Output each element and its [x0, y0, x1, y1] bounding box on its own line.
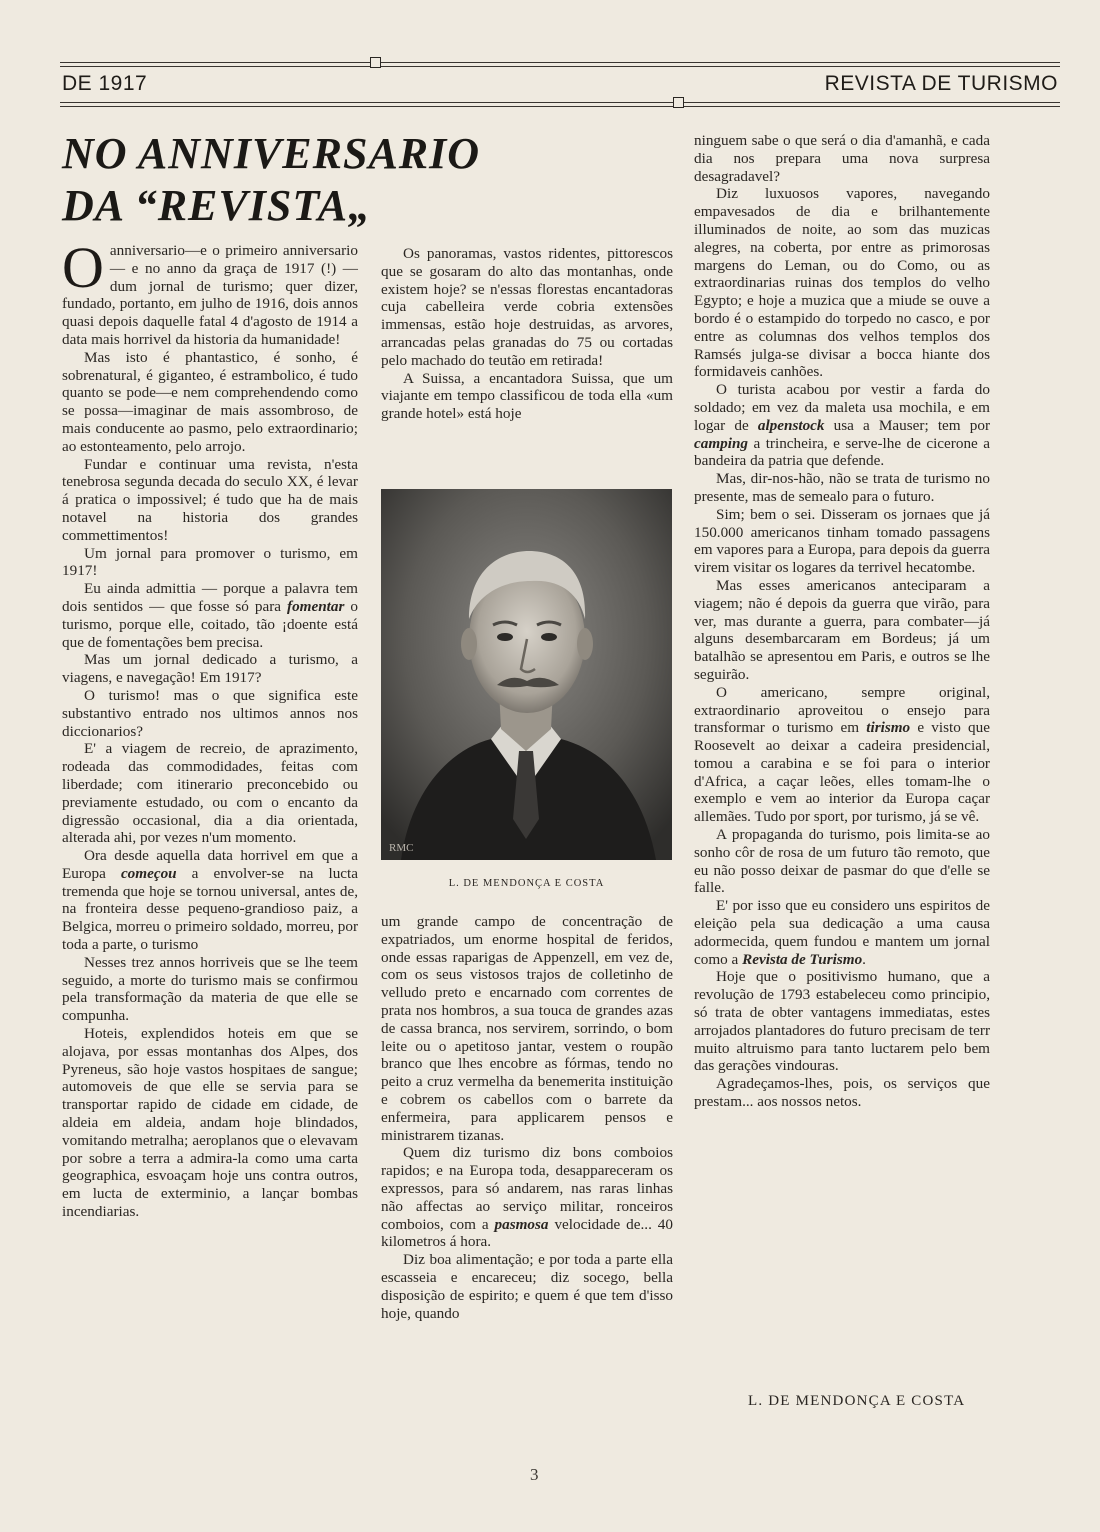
paragraph — [62, 847, 358, 954]
article-title-line2: DA “REVISTA„ — [62, 181, 372, 230]
text-run: a trincheira, e serve-lhe de cicerone a bandeira da patria que defende. — [694, 434, 990, 470]
text-run: O turista acabou por vestir a farda do soldado; em vez da maleta usa mochila, e em logar de — [694, 381, 990, 434]
photo-monogram: RMC — [389, 842, 414, 854]
paragraph: Hoteis, explendidos hoteis em que se alojava, por essas montanhas dos Alpes, dos Pyreneus, são hoje vastos hospitaes de sangue; automoveis de que elle se servia para se transportar rapido de cidade em cidade, de aldeia em aldeia, andam hoje blindados, vomitando metralha; aeroplanos que o elevavam por sobre a terra a admira-la como uma carta geographica, esvoaçam hoje uns contra outros, em lucta de exterminio, a lançar bombas incendiarias. — [62, 1025, 358, 1221]
text-run: e visto que Roosevelt ao deixar a cadeira presidencial, tomou a carabina e se foi para o interior d'Africa, a caçar leões, elles tomam-lhe o exemplo e vem ao interior da Europa caçar allemães. Tudo por sport, por turismo, já se vê. — [694, 719, 990, 826]
paragraph: Um jornal para promover o turismo, em 1917! — [62, 544, 358, 580]
emphasis-fomentar: fomentar — [287, 597, 345, 615]
paragraph: O turismo! mas o que significa este substantivo entrado nos ultimos annos nos diccionarios? — [62, 686, 358, 740]
emphasis-revista: Revista de Turismo — [742, 950, 863, 968]
paragraph: Agradeçamos-lhes, pois, os serviços que prestam... aos nossos netos. — [694, 1075, 990, 1111]
paragraph — [694, 684, 990, 826]
emphasis-alpenstock: alpenstock — [757, 416, 825, 434]
emphasis-comecou: começou — [120, 864, 177, 882]
text-run: . — [862, 950, 866, 968]
paragraph: Nesses trez annos horriveis que se lhe teem seguido, a morte do turismo mais se confirmou pela transformação da materia de que elle se compunha. — [62, 953, 358, 1025]
article-title-line1: NO ANNIVERSARIO — [62, 129, 481, 178]
photo-caption: L. DE MENDONÇA E COSTA — [448, 878, 605, 889]
paragraph — [62, 580, 358, 651]
page-number: 3 — [530, 1465, 539, 1484]
header-bottom-rule — [60, 102, 1060, 107]
drop-cap: O — [62, 235, 104, 300]
column-2-top — [381, 245, 673, 423]
paragraph: anniversario—e o primeiro anniversario — e no anno da graça de 1917 (!) — dum jornal de turismo; quer dizer, fundado, portanto, em julho de 1916, dois annos quasi depois daquelle fatal 4 d'agosto de 1914 a data mais horrivel da historia da humanidade! — [62, 242, 358, 348]
emphasis-camping: camping — [694, 434, 749, 452]
article-title — [62, 128, 482, 232]
header-magazine-title: REVISTA DE TURISMO — [824, 72, 1058, 95]
portrait-photo — [381, 489, 672, 860]
column-2-bottom — [381, 913, 673, 1322]
paragraph: Mas esses americanos anteciparam a viagem; não é depois da guerra que virão, para ver, mas durante a guerra, para combater—já alguns desembarcaram em Bordeus; já um batalhão se apresentou em Paris, e outros se lhe seguirão. — [694, 576, 990, 683]
paragraph: A propaganda do turismo, pois limita-se ao sonho côr de rosa de um futuro tão remoto, que eu não posso deixar de pasmar do que d'elle se falle. — [694, 826, 990, 897]
paragraph: A Suissa, a encantadora Suissa, que um viajante em tempo classificou de toda ella «um grande hotel» está hoje — [381, 369, 673, 423]
paragraph: Diz boa alimentação; e por toda a parte ella escasseia e encareceu; diz socego, bella disposição de espirito; e quem é que tem d'isso hoje, quando — [381, 1251, 673, 1322]
header-top-rule — [60, 62, 1060, 67]
paragraph: um grande campo de concentração de expatriados, um enorme hospital de feridos, onde essas raparigas de Appenzell, em vez de, com os seus vistosos trajos de colletinho de velludo preto e encarnado com correntes de prata nos hombros, a sua touca de grandes azas de cassa branca, nos servirem, sorrindo, o bom leite ou o apetitoso jantar, vestem o roupão branco que lhes encobre as fórmas, tendo no peito a cruz vermelha da benemerita instituição e cobrem os cabellos com o barrete da enfermeira, para applicarem pensos e ministrarem tizanas. — [381, 913, 673, 1144]
paragraph: Sim; bem o sei. Disseram os jornaes que já 150.000 americanos tinham tomado passagens em vapores para a Europa, para depois da guerra virem visitar os logares da terrivel hecatombe. — [694, 505, 990, 577]
text-run: o turismo, porque elle, coitado, tão ¡doente está que de fomentações bem precisa. — [62, 597, 358, 651]
column-3 — [694, 132, 990, 1111]
emphasis-tirismo: tirismo — [866, 719, 911, 737]
header-rule-ornament — [673, 97, 684, 108]
portrait-illustration — [381, 489, 672, 860]
paragraph: E' a viagem de recreio, de aprazimento, rodeada das commodidades, feitas com liberdade; com itinerario preconcebido ou previamente estudado, ou com o encanto da digressão occasional, dia a dia orientada, alterada ahi, por vezes n'um momento. — [62, 740, 358, 847]
paragraph: ninguem sabe o que será o dia d'amanhã, e cada dia nos prepara uma nova surpresa desagradavel? — [694, 132, 990, 185]
paragraph — [694, 897, 990, 968]
paragraph: Os panoramas, vastos ridentes, pittorescos que se gosaram do alto das montanhas, onde existem hoje? se n'essas florestas encantadoras cuja cabelleira verde cobria extensões immensas, estão hoje destruidas, as arvores, arrancadas pelas granadas do 75 ou cortadas pelo machado do teutão em retirada! — [381, 245, 673, 369]
text-run: a envolver-se na lucta tremenda que hoje se tornou universal, antes de, na fronteira desse pequeno-grandioso paiz, a Belgica, morreu o primeiro soldado, morreu, por toda a parte, o turismo — [62, 864, 359, 954]
paragraph: Diz luxuosos vapores, navegando empavesados de dia e brilhantemente illuminados de noite, ao som das muzicas alegres, na coberta, por entre as primorosas margens do Leman, ou do Como, ou as extraordinarias ruinas dos templos do velho Egypto; e hoje a muzica que a miude se ouve a bordo é o estampido do torpedo no casco, e por entre as columnas dos velhos templos dos Ramsés julga-se divisar a bocca hiante dos formidaveis canhões. — [694, 185, 990, 381]
column-1 — [62, 235, 359, 1221]
paragraph: Mas, dir-nos-hão, não se trata de turismo no presente, mas de semealo para o futuro. — [694, 470, 990, 505]
header-rule-ornament — [370, 57, 381, 68]
paragraph: Hoje que o positivismo humano, que a revolução de 1793 estabeleceu como principio, só trata de obter vantagens immediatas, estes arrojados plantadores do futuro precisam de terr muito altruismo para tanto luctarem pelo bem das gerações vindouras. — [694, 968, 990, 1075]
emphasis-pasmosa: pasmosa — [494, 1215, 549, 1233]
paragraph — [381, 1144, 673, 1251]
text-run: Quem diz turismo diz bons comboios rapidos; e na Europa toda, desappareceram os expressos, para só andarem, nas raras linhas não affectas ao serviço militar, ronceiros comboios, com a — [381, 1144, 673, 1233]
text-run: usa a Mauser; tem por — [824, 416, 990, 434]
paragraph: Fundar e continuar uma revista, n'esta tenebrosa segunda decada do seculo XX, é levar á pratica o impossivel; é tudo que ha de mais notavel na historia dos grandes commettimentos! — [62, 455, 358, 544]
paragraph — [694, 381, 990, 470]
text-run: Ora desde aquella data horrivel em que a Europa — [62, 847, 358, 882]
text-run: Eu ainda admittia — porque a palavra tem dois sentidos — que fosse só para — [62, 580, 358, 615]
paragraph: Mas isto é phantastico, é sonho, é sobrenatural, é giganteo, é estrambolico, é tudo quanto se pode—e nem comprehendendo como se possa—imaginar de mais assombroso, de mais conducente ao pasmo, pelo extraordinario; ao estonteamento, pelo arrojo. — [62, 348, 358, 455]
text-run: O americano, sempre original, extraordinario aproveitou o ensejo para transformar o turismo em — [694, 683, 990, 737]
text-run: velocidade de... 40 kilometros á hora. — [381, 1215, 673, 1251]
author-signature: L. DE MENDONÇA E COSTA — [748, 1393, 966, 1409]
paragraph: Mas um jornal dedicado a turismo, a viagens, e navegação! Em 1917? — [62, 651, 358, 687]
header-date: DE 1917 — [62, 72, 148, 95]
text-run: E' por isso que eu considero uns espiritos de eleição pela sua dedicação a uma causa adormecida, quem fundou e mantem um jornal como a — [694, 897, 990, 968]
